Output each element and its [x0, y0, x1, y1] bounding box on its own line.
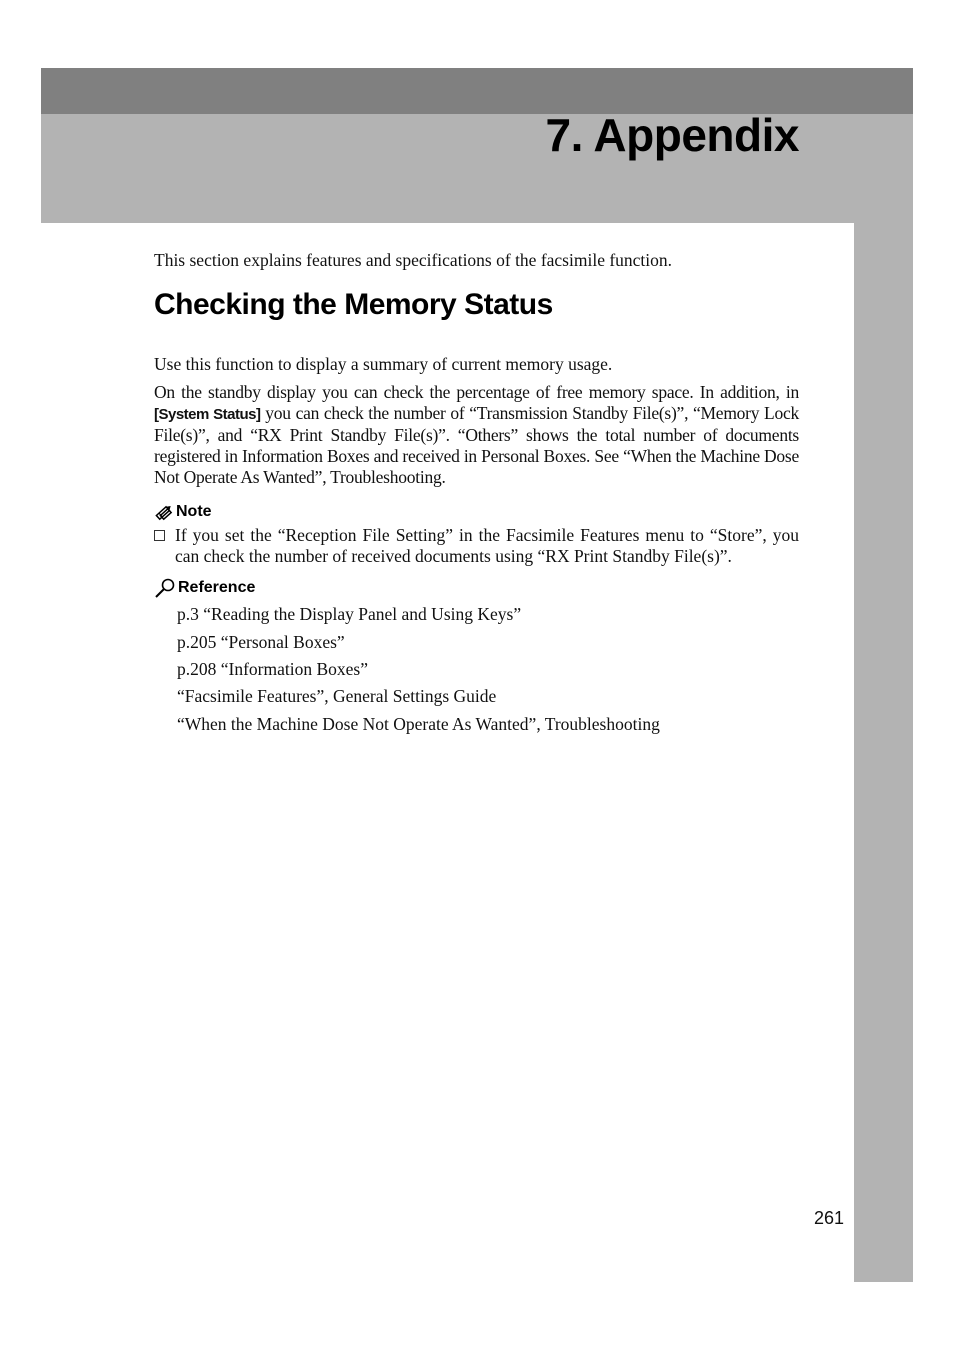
- section-paragraph-1: Use this function to display a summary of current memory usage.: [154, 354, 613, 374]
- paragraph-2-text-start: On the standby display you can check the percentage of free memory space. In addition, in: [154, 381, 799, 402]
- reference-list: [177, 601, 799, 737]
- page-number: 261: [813, 1208, 844, 1228]
- reference-heading-label: Reference: [178, 579, 256, 597]
- section-paragraph-2: [154, 382, 799, 488]
- note-item-text: If you set the “Reception File Setting” in the Facsimile Features menu to “Store”, you can check the number of received documents using “RX Print Standby File(s)”.: [175, 524, 799, 566]
- reference-item-display-panel: p.3 “Reading the Display Panel and Using Keys”: [177, 604, 522, 625]
- note-heading: [154, 501, 799, 523]
- note-item: [154, 525, 799, 567]
- pencil-icon: [154, 503, 174, 521]
- note-heading-label: Note: [176, 502, 212, 520]
- system-status-key-label: [System Status]: [154, 405, 261, 423]
- page-content: [154, 248, 799, 738]
- reference-item-troubleshooting: “When the Machine Dose Not Operate As Wanted”, Troubleshooting: [177, 713, 660, 734]
- paragraph-2-text-end: you can check the number of “Transmission Standby File(s)”, “Memory Lock File(s)”, and “RX Print Standby File(s)”. “Others” shows the total number of documents registered in Information Boxes and received in Personal Boxes. See “When the Machine Dose Not Operate As Wanted”, Troubleshooting.: [154, 402, 800, 487]
- reference-item-facsimile-features: “Facsimile Features”, General Settings Guide: [177, 686, 497, 707]
- reference-item-information-boxes: p.208 “Information Boxes”: [177, 658, 368, 679]
- reference-item-personal-boxes: p.205 “Personal Boxes”: [177, 631, 345, 652]
- chapter-title: 7. Appendix: [545, 109, 799, 161]
- intro-text: This section explains features and specifications of the facsimile function.: [154, 250, 673, 270]
- section-title: Checking the Memory Status: [154, 288, 553, 321]
- chapter-side-tab: [854, 223, 913, 1282]
- magnifier-icon: [154, 578, 176, 598]
- reference-heading: [154, 577, 799, 599]
- checkbox-bullet-icon: [154, 530, 165, 541]
